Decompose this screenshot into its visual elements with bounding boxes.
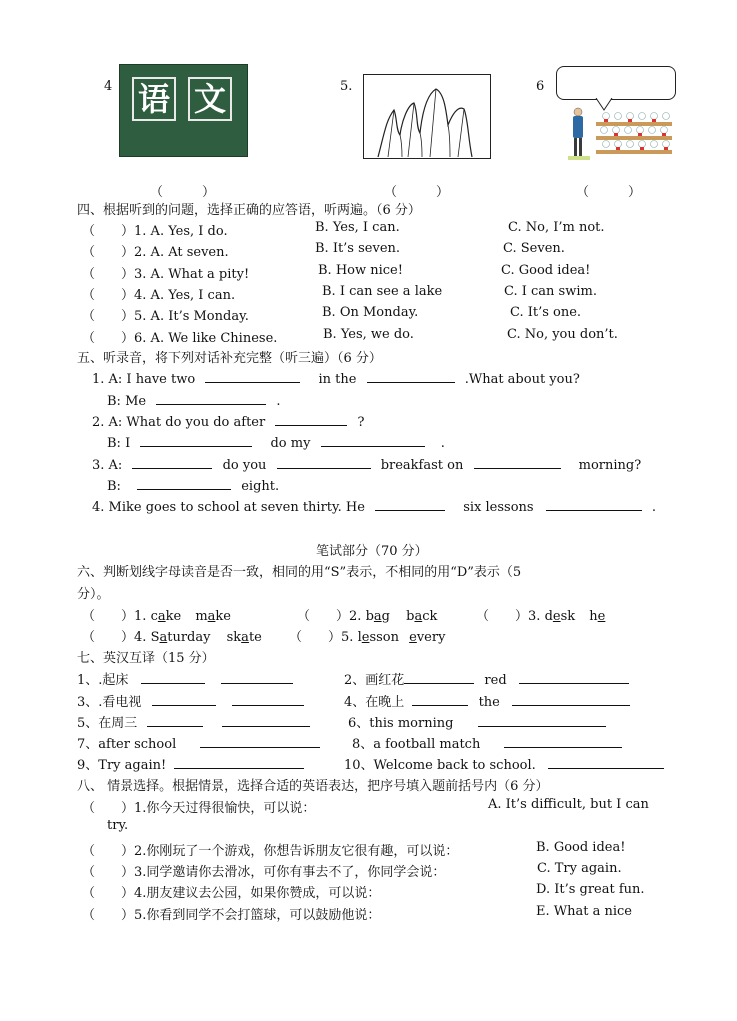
phonics-item-2: （ ）2. bag back xyxy=(297,609,438,624)
blank[interactable] xyxy=(156,392,266,405)
classroom-picture xyxy=(556,98,676,162)
blank[interactable] xyxy=(200,735,320,748)
underlined-letter: e xyxy=(597,609,606,624)
situation-item-2: （ ）2.你刚玩了一个游戏，你想告诉朋友它很有趣，可以说： xyxy=(82,844,459,859)
answer-paren-4: （ ） xyxy=(150,185,216,200)
translation-row-2b: 4、在晚上 the xyxy=(344,691,630,710)
blank[interactable] xyxy=(546,498,642,511)
option-a-cont: try. xyxy=(107,818,129,833)
blank[interactable] xyxy=(275,413,347,426)
option-b: B. I can see a lake xyxy=(322,284,443,299)
option-c: C. Good idea! xyxy=(501,263,591,278)
mountain-picture xyxy=(363,74,491,159)
option-b: B. On Monday. xyxy=(322,305,419,320)
option-b: B. Yes, I can. xyxy=(315,220,400,235)
blank[interactable] xyxy=(512,693,630,706)
underlined-letter: a xyxy=(414,609,423,624)
board-char-1: 语 xyxy=(132,77,176,121)
blank[interactable] xyxy=(140,434,252,447)
list-item: （ ）6. A. We like Chinese. xyxy=(82,331,278,346)
dialog-line-3: 2. A: What do you do after ? xyxy=(92,415,365,430)
option-a: A. It’s difficult, but I can xyxy=(488,797,649,812)
section-5-heading: 五、听录音，将下列对话补充完整（听三遍）（6 分） xyxy=(77,351,382,366)
list-item: （ ）2. A. At seven. xyxy=(82,245,229,260)
option-c: C. No, you don’t. xyxy=(507,327,618,342)
section-7-heading: 七、英汉互译（15 分） xyxy=(77,651,215,666)
blank[interactable] xyxy=(132,456,212,469)
translation-row-4: 7、after school xyxy=(77,733,320,752)
translation-row-2: 3、.看电视 xyxy=(77,691,304,710)
option-c: C. It’s one. xyxy=(510,305,582,320)
situation-item-3: （ ）3.同学邀请你去滑冰，可你有事去不了，你同学会说： xyxy=(82,865,446,880)
option-b: B. How nice! xyxy=(318,263,403,278)
section-8-heading: 八、 情景选择。根据情景，选择合适的英语表达，把序号填入题前括号内（6 分） xyxy=(77,779,549,794)
situation-item-5: （ ）5.你看到同学不会打篮球，可以鼓励他说： xyxy=(82,908,381,923)
answer-paren-6: （ ） xyxy=(576,185,642,200)
underlined-letter: a xyxy=(159,630,168,645)
section-6-heading-cont: 分）。 xyxy=(77,587,110,602)
blank[interactable] xyxy=(404,671,474,684)
blank[interactable] xyxy=(141,671,205,684)
option-c: C. I can swim. xyxy=(504,284,597,299)
option-c: C. No, I’m not. xyxy=(508,220,605,235)
translation-row-3: 5、在周三 xyxy=(77,712,310,731)
phonics-item-4: （ ）4. Saturday skate xyxy=(82,630,262,645)
dialog-line-6: B: eight. xyxy=(107,479,280,494)
translation-row-1b: 2、画红花 red xyxy=(344,669,629,688)
situation-item-4: （ ）4.朋友建议去公园，如果你赞成，可以说： xyxy=(82,886,381,901)
dialog-line-7: 4. Mike goes to school at seven thirty. He six lessons . xyxy=(92,500,656,515)
translation-row-1: 1、.起床 xyxy=(77,669,293,688)
underlined-letter: e xyxy=(552,609,561,624)
blank[interactable] xyxy=(474,456,561,469)
blank[interactable] xyxy=(277,456,371,469)
phonics-item-3: （ ）3. desk he xyxy=(476,609,606,624)
option-c: C. Seven. xyxy=(503,241,565,256)
blank[interactable] xyxy=(504,735,622,748)
translation-row-5b: 10、Welcome back to school. xyxy=(344,754,664,773)
option-e: E. What a nice xyxy=(536,904,632,919)
blank[interactable] xyxy=(478,714,606,727)
situation-item-1: （ ）1.你今天过得很愉快，可以说： xyxy=(82,801,316,816)
blank[interactable] xyxy=(221,671,293,684)
blank[interactable] xyxy=(137,477,231,490)
blank[interactable] xyxy=(174,756,304,769)
picture-6-number: 6 xyxy=(536,79,545,94)
dialog-line-4: B: I do my . xyxy=(107,436,445,451)
answer-paren-5: （ ） xyxy=(384,185,450,200)
option-b: B. It’s seven. xyxy=(315,241,401,256)
picture-5-number: 5. xyxy=(340,79,353,94)
option-d: D. It’s great fun. xyxy=(536,882,645,897)
blank[interactable] xyxy=(548,756,664,769)
picture-4-number: 4 xyxy=(104,79,113,94)
chinese-blackboard-picture xyxy=(119,64,248,157)
underlined-letter: a xyxy=(373,609,382,624)
blank[interactable] xyxy=(367,370,455,383)
mountain-icon xyxy=(364,75,490,158)
phonics-item-5: （ ）5. lesson every xyxy=(289,630,446,645)
underlined-letter: a xyxy=(207,609,216,624)
dialog-line-5: 3. A: do you breakfast on morning? xyxy=(92,458,642,473)
dialog-line-2: B: Me . xyxy=(107,394,281,409)
section-6-heading: 六、判断划线字母读音是否一致，相同的用“S”表示，不相同的用“D”表示（5 xyxy=(77,565,522,580)
phonics-item-1: （ ）1. cake make xyxy=(82,609,231,624)
blank[interactable] xyxy=(232,693,304,706)
list-item: （ ）5. A. It’s Monday. xyxy=(82,309,249,324)
translation-row-3b: 6、this morning xyxy=(348,712,606,731)
blank[interactable] xyxy=(147,714,203,727)
section-4-heading: 四、根据听到的问题，选择正确的应答语，听两遍。（6 分） xyxy=(77,203,421,218)
list-item: （ ）1. A. Yes, I do. xyxy=(82,224,228,239)
underlined-letter: e xyxy=(409,630,417,645)
dialog-line-1: 1. A: I have two in the .What about you? xyxy=(92,372,580,387)
blank[interactable] xyxy=(222,714,310,727)
translation-row-5: 9、Try again! xyxy=(77,754,304,773)
underlined-letter: e xyxy=(361,630,370,645)
option-c: C. Try again. xyxy=(537,861,622,876)
list-item: （ ）4. A. Yes, I can. xyxy=(82,288,236,303)
speech-bubble xyxy=(556,66,676,100)
list-item: （ ）3. A. What a pity! xyxy=(82,267,250,282)
blank[interactable] xyxy=(321,434,425,447)
option-b: B. Good idea! xyxy=(536,840,626,855)
written-part-title: 笔试部分（70 分） xyxy=(316,544,428,559)
blank[interactable] xyxy=(152,693,216,706)
underlined-letter: a xyxy=(157,609,166,624)
underlined-letter: a xyxy=(241,630,249,645)
translation-row-4b: 8、a football match xyxy=(352,733,622,752)
option-b: B. Yes, we do. xyxy=(323,327,414,342)
blank[interactable] xyxy=(412,693,468,706)
blank[interactable] xyxy=(205,370,300,383)
blank[interactable] xyxy=(375,498,445,511)
blank[interactable] xyxy=(519,671,629,684)
board-char-2: 文 xyxy=(188,77,232,121)
